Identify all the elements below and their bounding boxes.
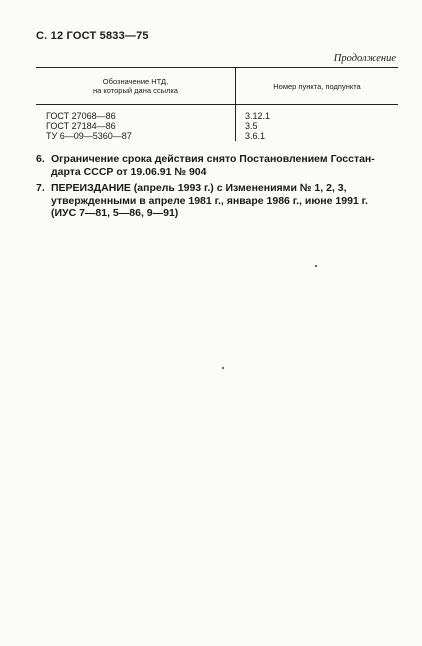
paragraph-line: Ограничение срока действия снято Постановлением Госстан- xyxy=(51,153,375,165)
paragraph-7 xyxy=(36,182,398,220)
body-column-divider xyxy=(235,104,236,141)
paragraph-line: дарта СССР от 19.06.91 № 904 xyxy=(51,165,207,178)
table-row-doc: ГОСТ 27184—86 xyxy=(46,121,116,131)
column-header-item: Номер пункта, подпункта xyxy=(273,82,361,91)
scan-speck xyxy=(222,367,224,369)
paragraph-6 xyxy=(36,153,398,178)
table-row-item: 3.6.1 xyxy=(245,131,266,141)
table-row-doc: ГОСТ 27068—86 xyxy=(46,111,116,121)
table-row-doc: ТУ 6—09—5360—87 xyxy=(46,131,132,141)
scan-speck xyxy=(315,265,317,267)
paragraph-number: 7. xyxy=(36,182,45,194)
continued-label: Продолжение xyxy=(333,53,396,64)
paragraph-line: утвержденными в апреле 1981 г., январе 1986 г., июне 1991 г. xyxy=(51,194,368,207)
table-row-item: 3.12.1 xyxy=(245,111,271,121)
table-header-rule xyxy=(36,104,398,105)
table-row-item: 3.5 xyxy=(245,121,258,131)
page-header: С. 12 ГОСТ 5833—75 xyxy=(36,30,149,42)
column-header-document: Обозначение НТД, на который дана ссылка xyxy=(93,77,178,95)
paragraph-line: (ИУС 7—81, 5—86, 9—91) xyxy=(51,207,179,219)
table-top-rule xyxy=(36,67,398,68)
paragraph-line: ПЕРЕИЗДАНИЕ (апрель 1993 г.) с Изменениями № 1, 2, 3, xyxy=(51,182,347,194)
paragraph-number: 6. xyxy=(36,153,45,165)
